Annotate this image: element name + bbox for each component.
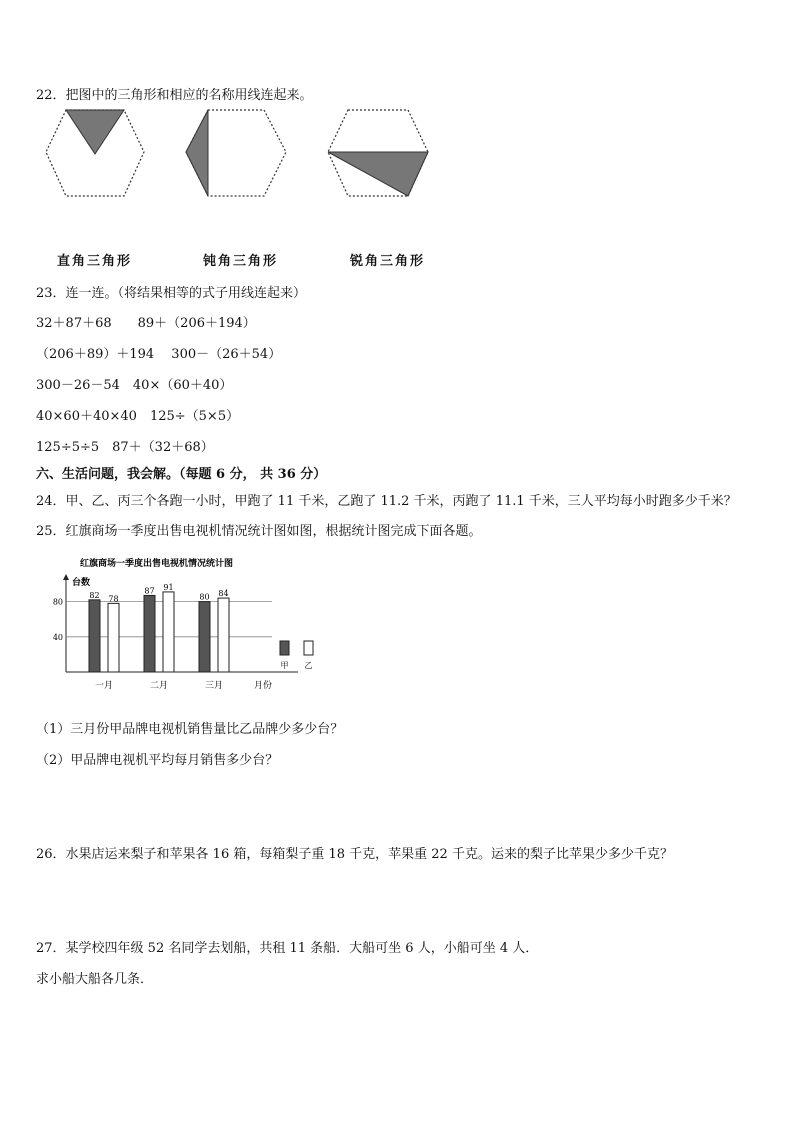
x-tick-label: 二月 (149, 681, 169, 691)
x-axis-label: 月份 (254, 681, 273, 691)
bar-value-label: 91 (163, 582, 174, 592)
q23-row: 300－26－54 40×（60＋40） (36, 378, 233, 393)
y-tick-label: 80 (52, 597, 63, 607)
label-acute-triangle: 锐角三角形 (350, 254, 426, 269)
bar (144, 595, 155, 672)
q23-row: 32＋87＋68 89＋（206＋194） (36, 316, 256, 331)
chart-title: 红旗商场一季度出售电视机情况统计图 (80, 559, 234, 569)
q25-sub1: （1）三月份甲品牌电视机销售量比乙品牌少多少台？ (36, 722, 344, 737)
bar-value-label: 87 (144, 586, 155, 596)
label-right-triangle: 直角三角形 (57, 254, 133, 269)
q25-text: 25．红旗商场一季度出售电视机情况统计图如图，根据统计图完成下面各题。 (36, 524, 482, 539)
tv-sales-bar-chart (36, 552, 336, 697)
hexagon-figure-1 (46, 110, 144, 196)
label-obtuse-triangle: 钝角三角形 (203, 254, 279, 269)
q27-line2: 求小船大船各几条． (36, 972, 154, 987)
hexagon-figure-2 (186, 110, 286, 196)
q24-text: 24．甲、乙、丙三个各跑一小时，甲跑了 11 千米，乙跑了 11.2 千米，丙跑了 11.1 千米，三人平均每小时跑多少千米？ (36, 494, 737, 509)
bar (199, 602, 210, 672)
q23-row: （206＋89）＋194 300－（26＋54） (36, 347, 282, 362)
bar (218, 598, 229, 672)
q23-row: 40×60＋40×40 125÷（5×5） (36, 409, 240, 424)
bar-value-label: 78 (108, 594, 119, 604)
section-heading: 六、生活问题，我会解。（每题 6 分， 共 36 分） (36, 467, 327, 482)
q23-row: 125÷5÷5 87＋（32＋68） (36, 440, 214, 455)
bar-value-label: 82 (89, 590, 100, 600)
legend-label: 乙 (304, 661, 313, 670)
legend-swatch (304, 641, 313, 655)
q22-text: 22．把图中的三角形和相应的名称用线连起来。 (36, 88, 313, 103)
y-tick-label: 40 (52, 632, 63, 642)
x-tick-label: 三月 (204, 681, 224, 691)
legend-label: 甲 (280, 661, 289, 670)
q23-text: 23．连一连。（将结果相等的式子用线连起来） (36, 286, 307, 301)
hexagon-figure-3 (328, 110, 428, 196)
q26-text: 26．水果店运来梨子和苹果各 16 箱，每箱梨子重 18 千克，苹果重 22 千克。运来的梨子比苹果少多少千克？ (36, 847, 673, 862)
bar-value-label: 84 (218, 589, 229, 599)
bar (108, 603, 119, 672)
y-axis-arrow (63, 574, 69, 580)
q27-line1: 27．某学校四年级 52 名同学去划船，共租 11 条船．大船可坐 6 人，小船可坐 4 人． (36, 941, 539, 956)
y-axis-label: 台数 (72, 578, 91, 588)
bar (163, 592, 174, 672)
legend-swatch (280, 641, 289, 655)
bar-value-label: 80 (199, 592, 210, 602)
x-tick-label: 一月 (94, 681, 114, 691)
triangle-figures (36, 104, 436, 204)
bar (89, 600, 100, 672)
q25-sub2: （2）甲品牌电视机平均每月销售多少台？ (36, 753, 279, 768)
